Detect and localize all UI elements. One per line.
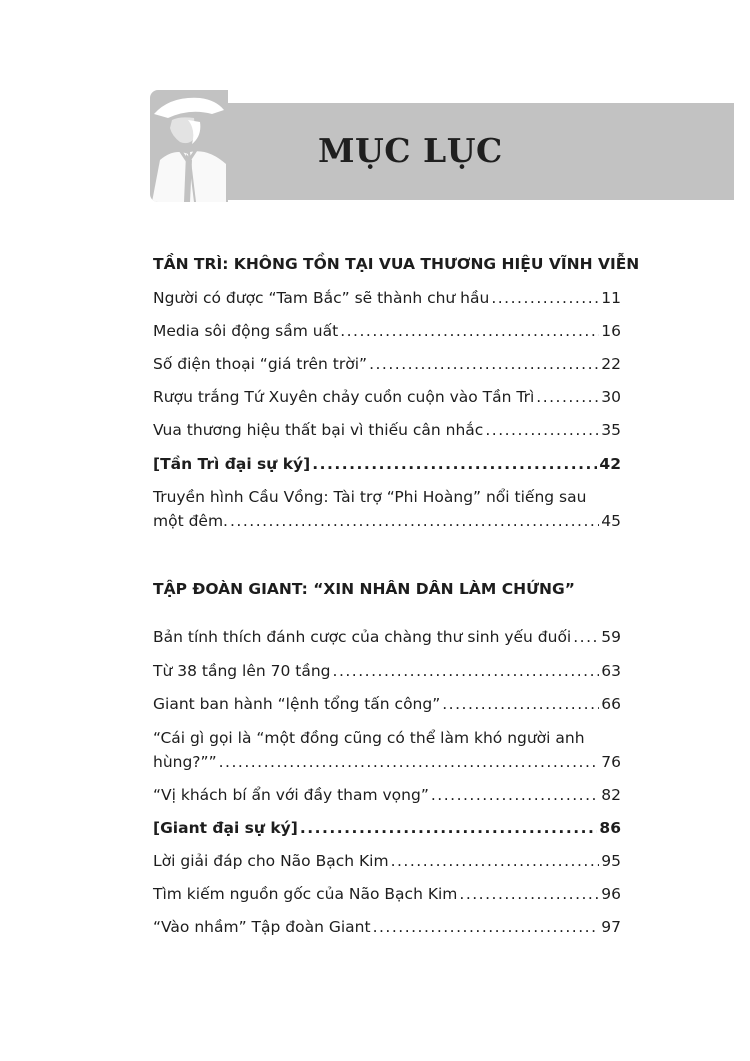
entry-page-number: 86 bbox=[599, 819, 621, 837]
dot-leader bbox=[491, 287, 599, 309]
dot-leader bbox=[459, 883, 599, 905]
entry-title: Tìm kiếm nguồn gốc của Não Bạch Kim bbox=[153, 885, 458, 903]
entry-title: Media sôi động sầm uất bbox=[153, 322, 339, 340]
dot-leader bbox=[312, 453, 597, 475]
entry-page-number: 11 bbox=[601, 289, 621, 307]
toc-entry[interactable] bbox=[153, 320, 621, 342]
entry-title: Lời giải đáp cho Não Bạch Kim bbox=[153, 852, 389, 870]
toc-entry-chronicle[interactable] bbox=[153, 453, 621, 475]
dot-leader bbox=[369, 353, 599, 375]
dot-leader bbox=[431, 784, 599, 806]
entry-title: “Vị khách bí ẩn với đầy tham vọng” bbox=[153, 786, 429, 804]
dot-leader bbox=[536, 386, 599, 408]
toc-entry[interactable] bbox=[153, 626, 621, 648]
dot-leader bbox=[340, 320, 599, 342]
section-heading: TẦN TRÌ: KHÔNG TỒN TẠI VUA THƯƠNG HIỆU VĨNH VIỄN bbox=[153, 255, 640, 273]
dot-leader bbox=[391, 850, 600, 872]
portrait-illustration bbox=[150, 90, 228, 202]
entry-title: Bản tính thích đánh cược của chàng thư sinh yếu đuối bbox=[153, 628, 572, 646]
toc-entry[interactable] bbox=[153, 727, 621, 773]
entry-title: Giant ban hành “lệnh tổng tấn công” bbox=[153, 695, 441, 713]
entry-title: Vua thương hiệu thất bại vì thiếu cân nhắc bbox=[153, 421, 484, 439]
toc-entry[interactable] bbox=[153, 353, 621, 375]
dot-leader bbox=[373, 916, 600, 938]
entry-page-number: 76 bbox=[601, 753, 621, 771]
toc-entry-chronicle[interactable] bbox=[153, 817, 621, 839]
entry-title: Từ 38 tầng lên 70 tầng bbox=[153, 662, 331, 680]
entry-title: [Tần Trì đại sự ký] bbox=[153, 455, 311, 473]
entry-page-number: 95 bbox=[601, 852, 621, 870]
dot-leader bbox=[485, 419, 599, 441]
entry-title: Rượu trắng Tứ Xuyên chảy cuồn cuộn vào Tần Trì bbox=[153, 388, 535, 406]
dot-leader bbox=[573, 626, 599, 648]
entry-page-number: 97 bbox=[601, 918, 621, 936]
toc-entry[interactable] bbox=[153, 916, 621, 938]
dot-leader bbox=[230, 510, 599, 532]
entry-title: “Vào nhầm” Tập đoàn Giant bbox=[153, 918, 371, 936]
entry-page-number: 82 bbox=[601, 786, 621, 804]
dot-leader bbox=[333, 660, 600, 682]
dot-leader bbox=[300, 817, 598, 839]
section-heading: TẬP ĐOÀN GIANT: “XIN NHÂN DÂN LÀM CHỨNG” bbox=[153, 580, 575, 598]
entry-page-number: 45 bbox=[601, 512, 621, 530]
toc-entry[interactable] bbox=[153, 693, 621, 715]
entry-page-number: 42 bbox=[599, 455, 621, 473]
toc-entry[interactable] bbox=[153, 287, 621, 309]
entry-title: [Giant đại sự ký] bbox=[153, 819, 298, 837]
page-title: MỤC LỤC bbox=[318, 131, 503, 170]
dot-leader bbox=[219, 751, 600, 773]
entry-page-number: 30 bbox=[601, 388, 621, 406]
entry-page-number: 59 bbox=[601, 628, 621, 646]
entry-title: Người có được “Tam Bắc” sẽ thành chư hầu bbox=[153, 289, 490, 307]
entry-page-number: 96 bbox=[601, 885, 621, 903]
entry-title-line1: “Cái gì gọi là “một đồng cũng có thể làm khó người anh bbox=[153, 729, 585, 747]
entry-title-line2: một đêm. bbox=[153, 512, 228, 530]
entry-page-number: 63 bbox=[601, 662, 621, 680]
toc-entry[interactable] bbox=[153, 419, 621, 441]
dot-leader bbox=[442, 693, 599, 715]
toc-entry[interactable] bbox=[153, 850, 621, 872]
toc-entry[interactable] bbox=[153, 883, 621, 905]
entry-page-number: 22 bbox=[601, 355, 621, 373]
toc-entry[interactable] bbox=[153, 486, 621, 532]
toc-entry[interactable] bbox=[153, 784, 621, 806]
entry-page-number: 66 bbox=[601, 695, 621, 713]
entry-page-number: 35 bbox=[601, 421, 621, 439]
entry-title-line2: hùng?”” bbox=[153, 753, 217, 771]
entry-title: Số điện thoại “giá trên trời” bbox=[153, 355, 368, 373]
entry-title-line1: Truyền hình Cầu Vồng: Tài trợ “Phi Hoàng” nổi tiếng sau bbox=[153, 488, 587, 506]
entry-page-number: 16 bbox=[601, 322, 621, 340]
toc-entry[interactable] bbox=[153, 386, 621, 408]
toc-entry[interactable] bbox=[153, 660, 621, 682]
